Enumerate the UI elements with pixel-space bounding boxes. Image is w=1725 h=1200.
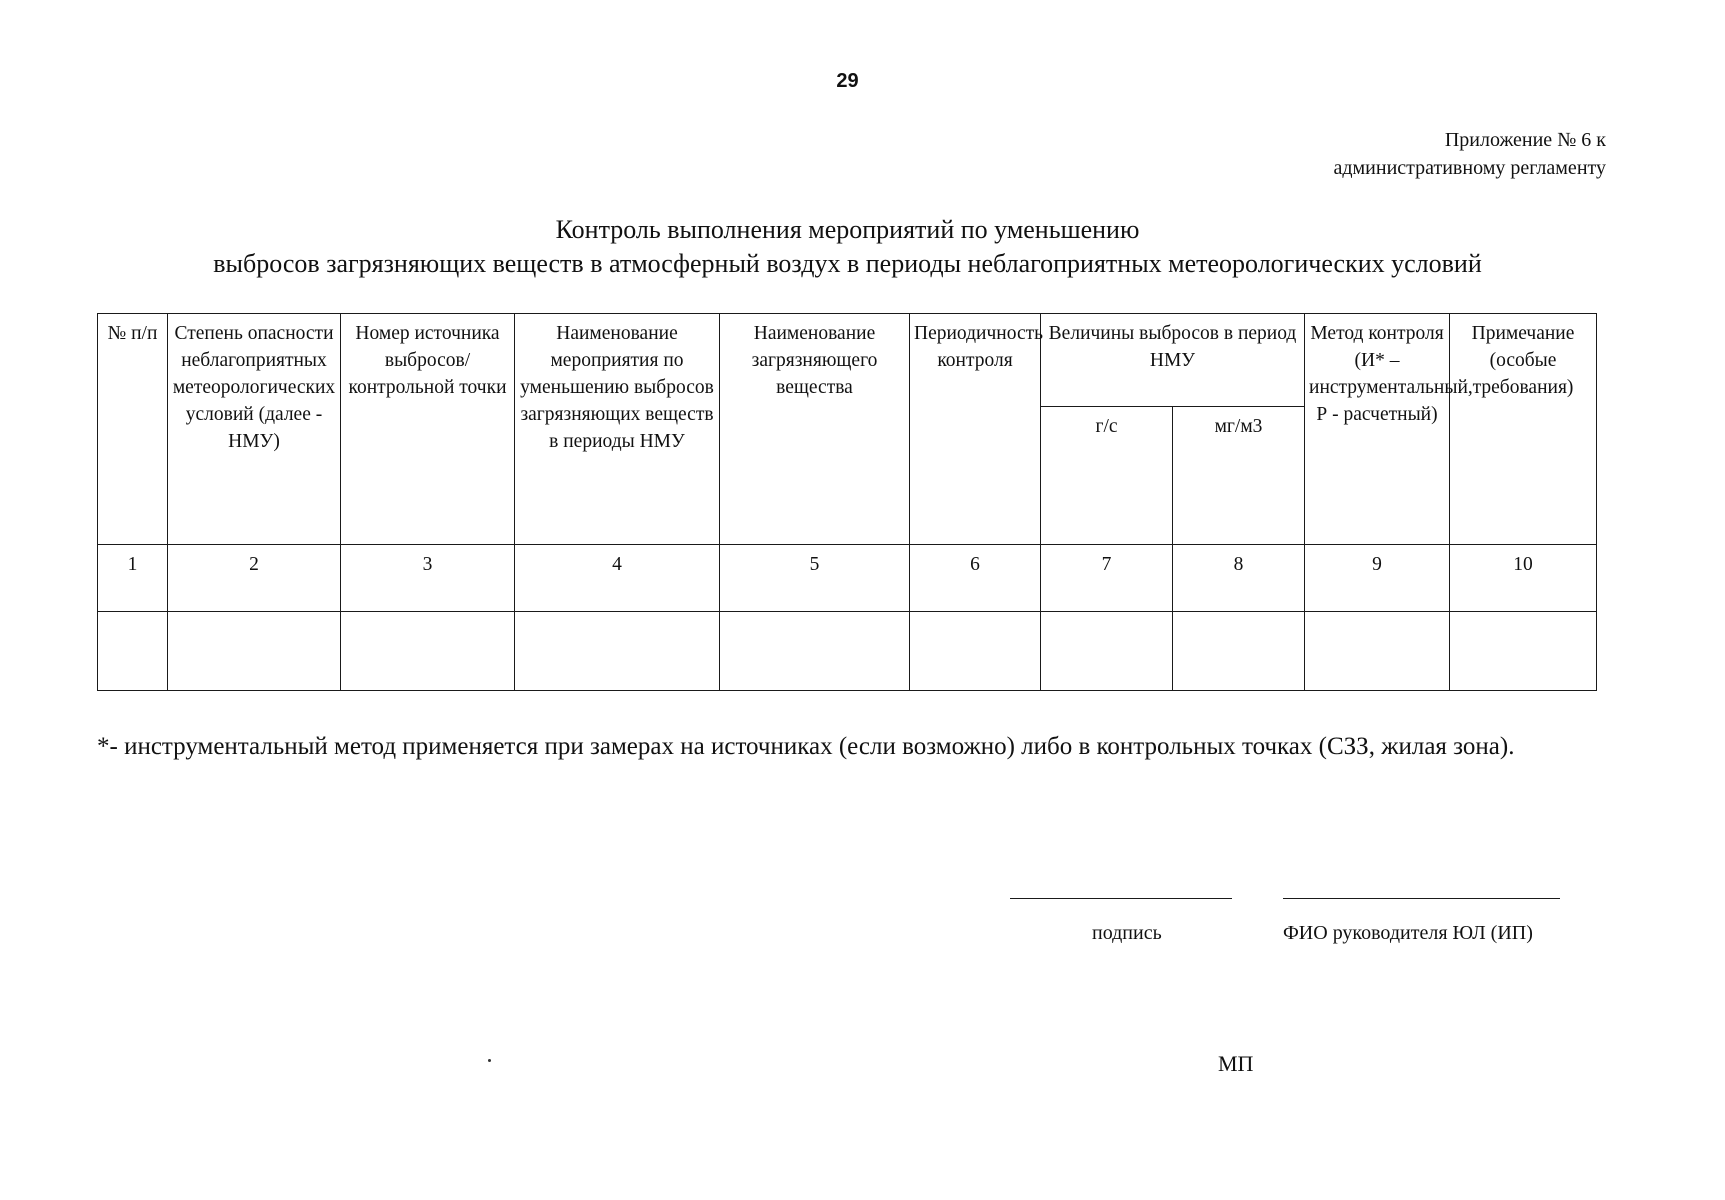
column-number-row — [98, 545, 1597, 612]
manager-name-label: ФИО руководителя ЮЛ (ИП) — [1283, 922, 1533, 944]
footnote: *- инструментальный метод применяется при замерах на источниках (если возможно) либо в контрольных точках (СЗЗ, жилая зона). — [97, 733, 1515, 760]
column-number: 9 — [1305, 545, 1450, 612]
table-cell — [168, 612, 341, 691]
column-number: 1 — [98, 545, 168, 612]
appendix-line-2: административному регламенту — [1333, 157, 1606, 179]
table-cell — [910, 612, 1041, 691]
page-number: 29 — [836, 70, 859, 92]
header-measure-name: Наименование мероприятия по уменьшению выбросов загрязняющих веществ в периоды НМУ — [515, 314, 720, 545]
header-row-number: № п/п — [98, 314, 168, 545]
column-number: 3 — [341, 545, 515, 612]
header-hazard-level: Степень опасности неблагоприятных метеорологических условий (далее - НМУ) — [168, 314, 341, 545]
header-control-method: Метод контроля (И* – инструментальный, Р - расчетный) — [1305, 314, 1450, 545]
header-pollutant-name: Наименование загрязняющего вещества — [720, 314, 910, 545]
title-line-1: Контроль выполнения мероприятий по уменьшению — [555, 215, 1140, 244]
column-number: 7 — [1041, 545, 1173, 612]
table-row — [98, 612, 1597, 691]
header-source-number: Номер источника выбросов/ контрольной точки — [341, 314, 515, 545]
table-cell — [720, 612, 910, 691]
column-number: 4 — [515, 545, 720, 612]
control-table — [97, 313, 1597, 691]
header-control-frequency: Периодичность контроля — [910, 314, 1041, 545]
header-mg-per-m3: мг/м3 — [1173, 407, 1305, 545]
column-number: 5 — [720, 545, 910, 612]
header-notes: Примечание (особые требования) — [1450, 314, 1597, 545]
table-cell — [515, 612, 720, 691]
appendix-line-1: Приложение № 6 к — [1444, 129, 1606, 151]
table-cell — [1041, 612, 1173, 691]
header-emission-values: Величины выбросов в период НМУ — [1041, 314, 1305, 407]
column-number: 10 — [1450, 545, 1597, 612]
header-grams-per-second: г/с — [1041, 407, 1173, 545]
column-number: 8 — [1173, 545, 1305, 612]
document-title — [95, 213, 1600, 281]
seal-label: МП — [1218, 1051, 1254, 1076]
table-cell — [98, 612, 168, 691]
column-number: 2 — [168, 545, 341, 612]
signature-label: подпись — [1092, 922, 1162, 944]
table-header-row — [98, 314, 1597, 407]
appendix-note — [1006, 126, 1606, 182]
signature-line — [1010, 898, 1232, 899]
title-line-2: выбросов загрязняющих веществ в атмосферный воздух в периоды неблагоприятных метеорологических условий — [213, 249, 1482, 278]
scan-speck — [488, 1059, 491, 1062]
name-line — [1283, 898, 1560, 899]
table-cell — [1450, 612, 1597, 691]
table-cell — [341, 612, 515, 691]
table-cell — [1305, 612, 1450, 691]
column-number: 6 — [910, 545, 1041, 612]
table-cell — [1173, 612, 1305, 691]
